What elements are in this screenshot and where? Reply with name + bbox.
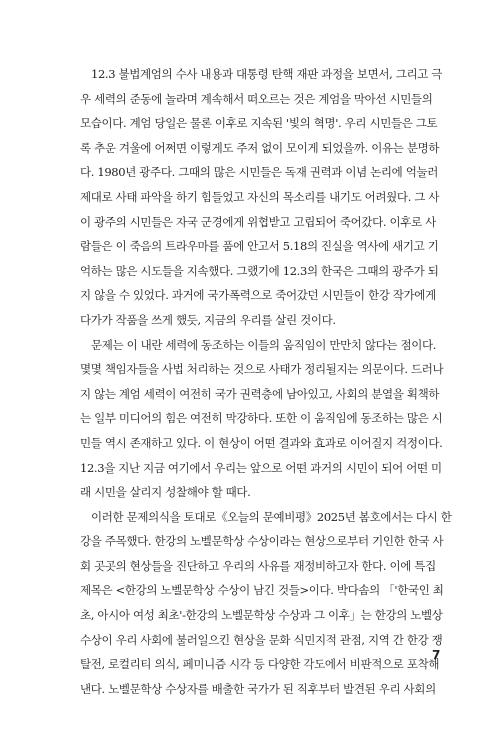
text-line: 강을 주목했다. 한강의 노벨문학상 수상이라는 현상으로부터 기인한 한국 사	[80, 534, 444, 549]
text-line: 제목은 <한강의 노벨문학상 수상이 남긴 것들>이다. 박다솜의 「'한국인 최	[80, 583, 444, 598]
paragraph-3	[80, 505, 452, 702]
text-line: 몇몇 책임자들을 사법 처리하는 것으로 사태가 정리될지는 의문이다. 드러나	[80, 362, 444, 377]
paragraph-2	[80, 333, 444, 505]
text-line: 다가가 작품을 쓰게 했듯, 지금의 우리를 살린 것이다.	[80, 312, 336, 327]
text-line: 12.3을 지난 지금 여기에서 우리는 앞으로 어떤 과거의 시민이 되어 어떤 미	[80, 460, 442, 475]
text-line: 지 않을 수 있었다. 과거에 국가폭력으로 죽어갔던 시민들이 한강 작가에게	[80, 288, 436, 303]
text-line: 록 추운 겨울에 어쩌면 이렇게도 주저 없이 모이게 되었을까. 이유는 분명하	[80, 140, 440, 155]
text-line: 문제는 이 내란 세력에 동조하는 이들의 움직임이 만만치 않다는 점이다.	[91, 337, 437, 352]
text-line: 이 광주의 시민들은 자국 군경에게 위협받고 고립되어 죽어갔다. 이후로 사	[80, 214, 436, 229]
text-line: 다. 1980년 광주다. 그때의 많은 시민들은 독재 권력과 이념 논리에 억눌러	[80, 165, 439, 180]
text-line: 민들 역시 존재하고 있다. 이 현상이 어떤 결과와 효과로 이어질지 걱정이다.	[80, 435, 443, 450]
text-line: 모습이다. 계엄 당일은 물론 이후로 지속된 '빛의 혁명'. 우리 시민들은 그토	[80, 116, 438, 131]
text-line: 12.3 불법계엄의 수사 내용과 대통령 탄핵 재판 과정을 보면서, 그리고 극	[91, 67, 443, 81]
body-text	[80, 62, 452, 701]
text-line: 제대로 사태 파악을 하기 힘들었고 자신의 목소리를 내기도 어려웠다. 그 사	[80, 189, 440, 204]
text-line: 초, 아시아 여성 최초'-한강의 노벨문학상 수상과 그 이후」는 한강의 노벨상	[80, 608, 443, 623]
text-line: 억하는 많은 시도들을 지속했다. 그랬기에 12.3의 한국은 그때의 광주가 되	[80, 263, 439, 278]
text-line: 수상이 우리 사회에 불러일으킨 현상을 문화 식민지적 관점, 지역 간 한강 쟁	[80, 632, 443, 647]
text-line: 탈전, 로컬리티 의식, 페미니즘 시각 등 다양한 각도에서 비판적으로 포착해	[80, 657, 440, 672]
text-line: 회 곳곳의 현상들을 진단하고 우리의 사유를 재정비하고자 한다. 이에 특집	[80, 558, 436, 573]
text-line: 래 시민을 살리지 성찰해야 할 때다.	[80, 485, 251, 500]
text-line: 지 않는 계엄 세력이 여전히 국가 권력층에 남아있고, 사회의 분열을 획책하	[80, 386, 440, 401]
text-line: 낸다. 노벨문학상 수상자를 배출한 국가가 된 직후부터 발견된 우리 사회의	[80, 681, 436, 696]
page-number: 7	[432, 648, 441, 662]
text-line: 우 세력의 준동에 놀라며 계속해서 떠오르는 것은 계엄을 막아선 시민들의	[80, 91, 433, 106]
text-line: 는 일부 미디어의 힘은 여전히 막강하다. 또한 이 움직임에 동조하는 많은 시	[80, 411, 443, 426]
text-line: 이러한 문제의식을 토대로《오늘의 문예비평》2025년 봄호에서는 다시 한	[91, 509, 452, 524]
paragraph-1	[80, 62, 443, 333]
text-line: 람들은 이 죽음의 트라우마를 품에 안고서 5.18의 진실을 역사에 새기고 기	[80, 239, 439, 254]
